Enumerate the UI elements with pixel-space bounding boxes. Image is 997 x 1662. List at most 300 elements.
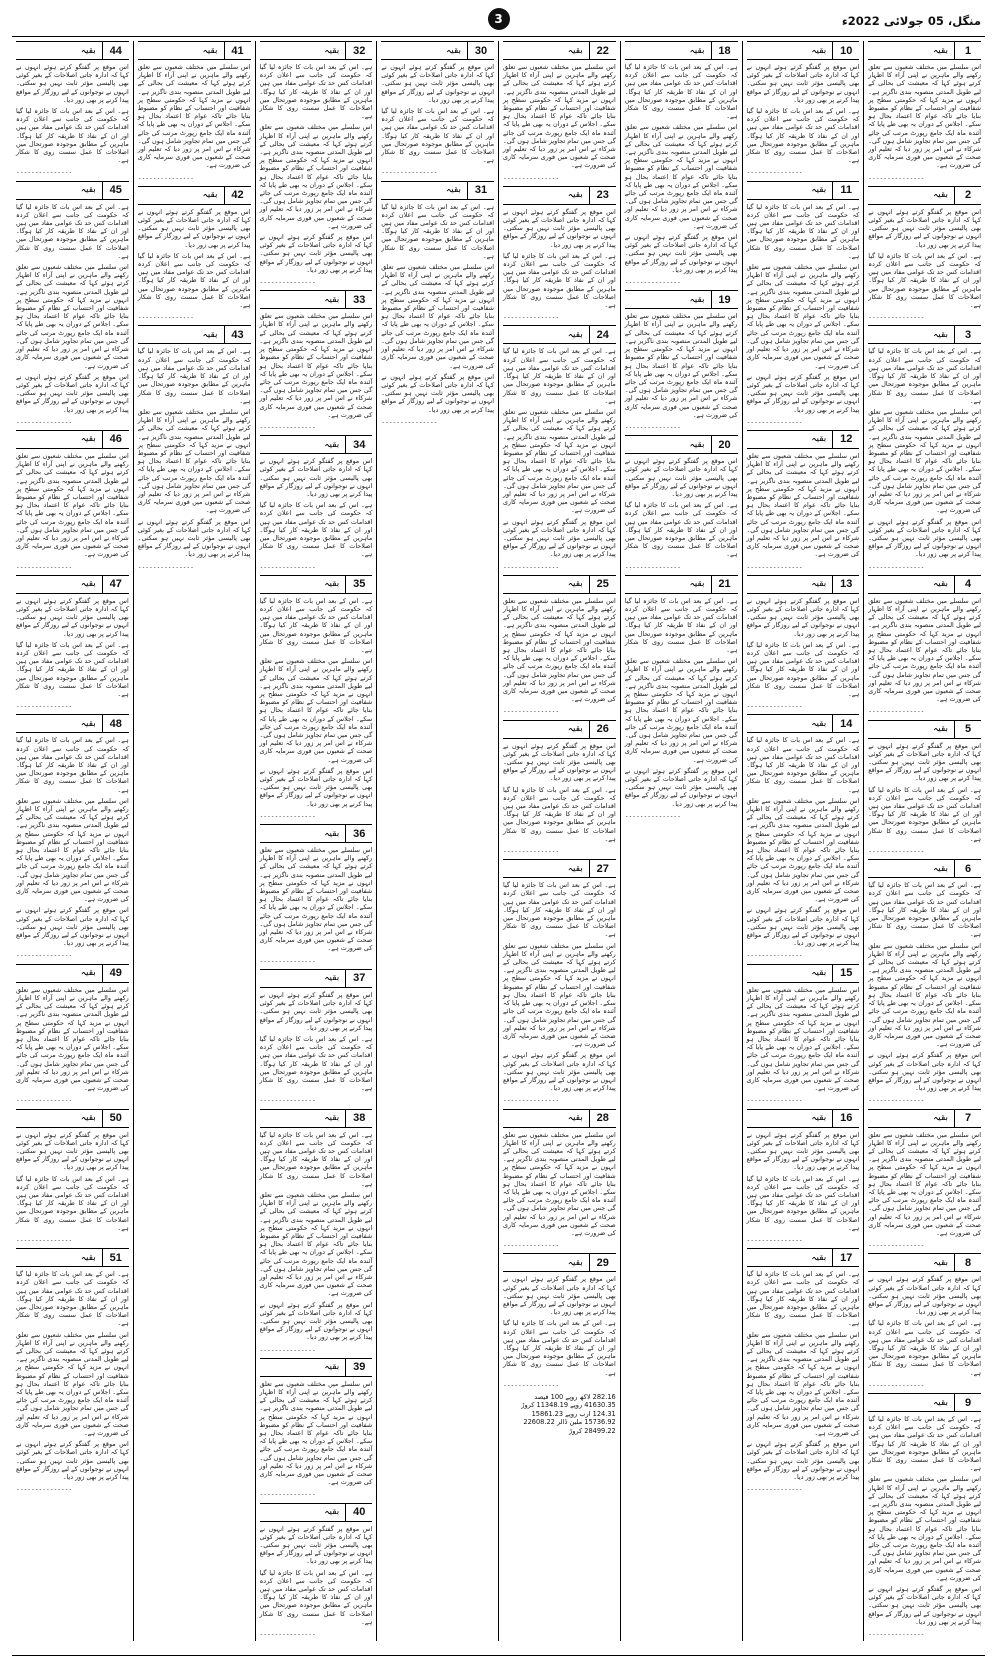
article-body [868,597,981,715]
article-body [747,203,860,425]
article-end-marker: ۔۔۔۔۔۔۔۔۔۔۔۔۔۔۔ [868,1379,925,1388]
continuation-label: بقیہ [324,45,340,56]
article-block [503,41,616,181]
continuation-label: بقیہ [80,579,96,590]
article-body [138,347,251,569]
article-end-marker: ۔۔۔۔۔۔۔۔۔۔۔۔۔۔۔ [746,701,803,710]
body-paragraph: اس سلسلے میں مختلف شعبوں سے تعلق رکھنے والے ماہرین نے اپنی آراء کا اظہار کرتے ہوئے کہا کہ معیشت کی بحالی کے لیے طویل المدتی منصوبہ بندی ناگزیر ہے۔ انہوں نے مزید کہا کہ حکومتی سطح پر شفافیت اور احتساب کے نظام کو مضبوط بنایا جائے تاکہ عوام کا اعتماد بحال ہو سکے۔ اجلاس کے دوران یہ بھی طے پایا کہ آئندہ ماہ ایک جامع رپورٹ مرتب کی جائے گی جس میں تمام تجاویز شامل ہوں گی۔ شرکاء نے اس امر پر زور دیا کہ تعلیم اور صحت کے شعبوں میں فوری سرمایہ کاری کی ضرورت ہے۔ [746,796,860,904]
article-title [503,1110,589,1127]
body-paragraph: ہے۔ اس کے بعد اس بات کا جائزہ لیا گیا کہ حکومت کی جانب سے اعلان کردہ اقدامات کس حد تک عوامی مفاد میں ہیں اور ان کے نفاذ کا طریقہ کار کیا ہوگا۔ ماہرین کے مطابق موجودہ صورتحال میں اصلاحات کا عمل سست روی کا شکار ہے۔ [746,640,860,698]
body-paragraph: اس موقع پر گفتگو کرتے ہوئے انہوں نے کہا کہ ادارہ جاتی اصلاحات کے بغیر کوئی بھی پالیسی مؤثر ثابت نہیں ہو سکتی۔ انہوں نے نوجوانوں کے لیے روزگار کے مواقع پیدا کرنے پر بھی زور دیا۔ [746,63,860,104]
article-body [747,63,860,176]
continuation-label: بقیہ [567,863,583,874]
article-headbar [868,1393,981,1412]
article-end-marker: ۔۔۔۔۔۔۔۔۔۔۔۔۔۔۔ [137,172,194,181]
article-end-marker: ۔۔۔۔۔۔۔۔۔۔۔۔۔۔۔ [259,1489,316,1498]
article-headbar [16,575,129,594]
article-number: 28 [589,1110,616,1127]
body-paragraph: اس موقع پر گفتگو کرتے ہوئے انہوں نے کہا کہ ادارہ جاتی اصلاحات کے بغیر کوئی بھی پالیسی مؤثر ثابت نہیں ہو سکتی۔ انہوں نے نوجوانوں کے لیے روزگار کے مواقع پیدا کرنے پر بھی زور دیا۔ [503,1051,616,1093]
article-end-marker: ۔۔۔۔۔۔۔۔۔۔۔۔۔۔۔ [868,172,925,181]
article-headbar [16,1248,129,1267]
article-block [747,714,860,958]
body-paragraph: اس موقع پر گفتگو کرتے ہوئے انہوں نے کہا کہ ادارہ جاتی اصلاحات کے بغیر کوئی بھی پالیسی مؤثر ثابت نہیں ہو سکتی۔ انہوں نے نوجوانوں کے لیے روزگار کے مواقع پیدا کرنے پر بھی زور دیا۔ [746,1440,860,1482]
col-4 [498,41,620,1641]
body-paragraph: اس سلسلے میں مختلف شعبوں سے تعلق رکھنے والے ماہرین نے اپنی آراء کا اظہار کرتے ہوئے کہا کہ معیشت کی بحالی کے لیے طویل المدتی منصوبہ بندی ناگزیر ہے۔ انہوں نے مزید کہا کہ حکومتی سطح پر شفافیت اور احتساب کے نظام کو مضبوط بنایا جائے تاکہ عوام کا اعتماد بحال ہو سکے۔ اجلاس کے دوران یہ بھی طے پایا کہ آئندہ ماہ ایک جامع رپورٹ مرتب کی جائے گی جس میں تمام تجاویز شامل ہوں گی۔ شرکاء نے اس امر پر زور دیا کہ تعلیم اور صحت کے شعبوں میں فوری سرمایہ کاری کی ضرورت ہے۔ [137,407,251,515]
article-end-marker: ۔۔۔۔۔۔۔۔۔۔۔۔۔۔۔ [868,312,925,321]
article-title [503,721,589,738]
article-headbar [138,186,251,205]
continuation-label: بقیہ [932,45,948,56]
article-end-marker: ۔۔۔۔۔۔۔۔۔۔۔۔۔۔۔ [259,421,316,430]
article-number: 30 [467,42,494,59]
article-title [16,576,102,593]
article-block [16,964,129,1104]
article-block [503,325,616,569]
article-title [16,431,102,448]
body-paragraph: اس سلسلے میں مختلف شعبوں سے تعلق رکھنے والے ماہرین نے اپنی آراء کا اظہار کرتے ہوئے کہا کہ معیشت کی بحالی کے لیے طویل المدتی منصوبہ بندی ناگزیر ہے۔ انہوں نے مزید کہا کہ حکومتی سطح پر شفافیت اور احتساب کے نظام کو مضبوط بنایا جائے تاکہ عوام کا اعتماد بحال ہو سکے۔ اجلاس کے دوران یہ بھی طے پایا کہ آئندہ ماہ ایک جامع رپورٹ مرتب کی جائے گی جس میں تمام تجاویز شامل ہوں گی۔ شرکاء نے اس امر پر زور دیا کہ تعلیم اور صحت کے شعبوں میں فوری سرمایہ کاری کی ضرورت ہے۔ [746,451,860,559]
numeric-figure-line: 28499.22 کروڑ [569,1426,616,1435]
article-headbar [503,575,616,594]
article-body [868,347,981,569]
article-title [868,326,954,343]
article-end-marker: ۔۔۔۔۔۔۔۔۔۔۔۔۔۔۔ [503,1379,560,1388]
continuation-label: بقیہ [567,724,583,735]
article-headbar [381,181,494,200]
article-title [625,42,711,59]
article-end-marker: ۔۔۔۔۔۔۔۔۔۔۔۔۔۔۔ [16,416,73,425]
article-headbar [503,720,616,739]
body-paragraph: اس سلسلے میں مختلف شعبوں سے تعلق رکھنے والے ماہرین نے اپنی آراء کا اظہار کرتے ہوئے کہا کہ معیشت کی بحالی کے لیے طویل المدتی منصوبہ بندی ناگزیر ہے۔ انہوں نے مزید کہا کہ حکومتی سطح پر شفافیت اور احتساب کے نظام کو مضبوط بنایا جائے تاکہ عوام کا اعتماد بحال ہو سکے۔ اجلاس کے دوران یہ بھی طے پایا کہ آئندہ ماہ ایک جامع رپورٹ مرتب کی جائے گی جس میں تمام تجاویز شامل ہوں گی۔ شرکاء نے اس امر پر زور دیا کہ تعلیم اور صحت کے شعبوں میں فوری سرمایہ کاری کی ضرورت ہے۔ [259,1190,373,1298]
article-headbar [260,824,373,843]
body-paragraph: ہے۔ اس کے بعد اس بات کا جائزہ لیا گیا کہ حکومت کی جانب سے اعلان کردہ اقدامات کس حد تک عوامی مفاد میں ہیں اور ان کے نفاذ کا طریقہ کار کیا ہوگا۔ ماہرین کے مطابق موجودہ صورتحال میں اصلاحات کا عمل سست روی کا شکار ہے۔ [868,1319,981,1377]
article-headbar [16,430,129,449]
article-number: 25 [589,576,616,593]
article-body [381,63,494,176]
continuation-label: بقیہ [324,294,340,305]
article-headbar [868,325,981,344]
body-paragraph: ہے۔ اس کے بعد اس بات کا جائزہ لیا گیا کہ حکومت کی جانب سے اعلان کردہ اقدامات کس حد تک عوامی مفاد میں ہیں اور ان کے نفاذ کا طریقہ کار کیا ہوگا۔ ماہرین کے مطابق موجودہ صورتحال میں اصلاحات کا عمل سست روی کا شکار ہے۔ [746,736,860,794]
body-paragraph: ہے۔ اس کے بعد اس بات کا جائزہ لیا گیا کہ حکومت کی جانب سے اعلان کردہ اقدامات کس حد تک عوامی مفاد میں ہیں اور ان کے نفاذ کا طریقہ کار کیا ہوگا۔ ماہرین کے مطابق موجودہ صورتحال میں اصلاحات کا عمل سست روی کا شکار ہے۔ [746,202,860,260]
article-headbar [381,41,494,60]
continuation-label: بقیہ [811,1113,827,1124]
body-paragraph: ہے۔ اس کے بعد اس بات کا جائزہ لیا گیا کہ حکومت کی جانب سے اعلان کردہ اقدامات کس حد تک عوامی مفاد میں ہیں اور ان کے نفاذ کا طریقہ کار کیا ہوگا۔ ماہرین کے مطابق موجودہ صورتحال میں اصلاحات کا عمل سست روی کا شکار ہے۔ [746,107,860,165]
body-paragraph: اس سلسلے میں مختلف شعبوں سے تعلق رکھنے والے ماہرین نے اپنی آراء کا اظہار کرتے ہوئے کہا کہ معیشت کی بحالی کے لیے طویل المدتی منصوبہ بندی ناگزیر ہے۔ انہوں نے مزید کہا کہ حکومتی سطح پر شفافیت اور احتساب کے نظام کو مضبوط بنایا جائے تاکہ عوام کا اعتماد بحال ہو سکے۔ اجلاس کے دوران یہ بھی طے پایا کہ آئندہ ماہ ایک جامع رپورٹ مرتب کی جائے گی جس میں تمام تجاویز شامل ہوں گی۔ شرکاء نے اس امر پر زور دیا کہ تعلیم اور صحت کے شعبوں میں فوری سرمایہ کاری کی ضرورت ہے۔ [868,941,981,1049]
article-number: 40 [345,1504,372,1521]
body-paragraph: اس موقع پر گفتگو کرتے ہوئے انہوں نے کہا کہ ادارہ جاتی اصلاحات کے بغیر کوئی بھی پالیسی مؤثر ثابت نہیں ہو سکتی۔ انہوں نے نوجوانوں کے لیے روزگار کے مواقع پیدا کرنے پر بھی زور دیا۔ [16,1130,129,1172]
article-number: 31 [467,182,494,199]
body-paragraph: اس سلسلے میں مختلف شعبوں سے تعلق رکھنے والے ماہرین نے اپنی آراء کا اظہار کرتے ہوئے کہا کہ معیشت کی بحالی کے لیے طویل المدتی منصوبہ بندی ناگزیر ہے۔ انہوں نے مزید کہا کہ حکومتی سطح پر شفافیت اور احتساب کے نظام کو مضبوط بنایا جائے تاکہ عوام کا اعتماد بحال ہو سکے۔ اجلاس کے دوران یہ بھی طے پایا کہ آئندہ ماہ ایک جامع رپورٹ مرتب کی جائے گی جس میں تمام تجاویز شامل ہوں گی۔ شرکاء نے اس امر پر زور دیا کہ تعلیم اور صحت کے شعبوں میں فوری سرمایہ کاری کی ضرورت ہے۔ [503,596,616,704]
body-paragraph: ہے۔ اس کے بعد اس بات کا جائزہ لیا گیا کہ حکومت کی جانب سے اعلان کردہ اقدامات کس حد تک عوامی مفاد میں ہیں اور ان کے نفاذ کا طریقہ کار کیا ہوگا۔ ماہرین کے مطابق موجودہ صورتحال میں اصلاحات کا عمل سست روی کا شکار ہے۔ [868,881,981,939]
article-number: 35 [345,576,372,593]
article-number: 33 [345,291,372,308]
article-title [625,291,711,308]
body-paragraph: ہے۔ اس کے بعد اس بات کا جائزہ لیا گیا کہ حکومت کی جانب سے اعلان کردہ اقدامات کس حد تک عوامی مفاد میں ہیں اور ان کے نفاذ کا طریقہ کار کیا ہوگا۔ ماہرین کے مطابق موجودہ صورتحال میں اصلاحات کا عمل سست روی کا شکار ہے۔ [503,347,616,405]
article-headbar [868,1109,981,1128]
article-headbar [868,41,981,60]
article-end-marker: ۔۔۔۔۔۔۔۔۔۔۔۔۔۔۔ [503,312,560,321]
article-block [16,430,129,570]
continuation-label: بقیہ [689,45,705,56]
article-block [16,575,129,710]
continuation-label: بقیہ [689,294,705,305]
article-headbar [503,186,616,205]
article-title [16,1249,102,1266]
article-block [260,41,373,285]
article-title [260,1359,346,1376]
article-block [625,435,738,570]
article-number: 27 [589,860,616,877]
col-6 [255,41,377,1641]
article-body [260,1380,373,1498]
article-headbar [747,714,860,733]
article-body [138,208,251,321]
body-paragraph: اس سلسلے میں مختلف شعبوں سے تعلق رکھنے والے ماہرین نے اپنی آراء کا اظہار کرتے ہوئے کہا کہ معیشت کی بحالی کے لیے طویل المدتی منصوبہ بندی ناگزیر ہے۔ انہوں نے مزید کہا کہ حکومتی سطح پر شفافیت اور احتساب کے نظام کو مضبوط بنایا جائے تاکہ عوام کا اعتماد بحال ہو سکے۔ اجلاس کے دوران یہ بھی طے پایا کہ آئندہ ماہ ایک جامع رپورٹ مرتب کی جائے گی جس میں تمام تجاویز شامل ہوں گی۔ شرکاء نے اس امر پر زور دیا کہ تعلیم اور صحت کے شعبوں میں فوری سرمایہ کاری کی ضرورت ہے۔ [624,312,738,419]
article-body [16,203,129,425]
article-title [868,1254,954,1271]
continuation-label: بقیہ [324,828,340,839]
body-paragraph: ہے۔ اس کے بعد اس بات کا جائزہ لیا گیا کہ حکومت کی جانب سے اعلان کردہ اقدامات کس حد تک عوامی مفاد میں ہیں اور ان کے نفاذ کا طریقہ کار کیا ہوگا۔ ماہرین کے مطابق موجودہ صورتحال میں اصلاحات کا عمل سست روی کا شکار ہے۔ [624,596,738,654]
article-headbar [625,575,738,594]
body-paragraph: اس سلسلے میں مختلف شعبوں سے تعلق رکھنے والے ماہرین نے اپنی آراء کا اظہار کرتے ہوئے کہا کہ معیشت کی بحالی کے لیے طویل المدتی منصوبہ بندی ناگزیر ہے۔ انہوں نے مزید کہا کہ حکومتی سطح پر شفافیت اور احتساب کے نظام کو مضبوط بنایا جائے تاکہ عوام کا اعتماد بحال ہو سکے۔ اجلاس کے دوران یہ بھی طے پایا کہ آئندہ ماہ ایک جامع رپورٹ مرتب کی جائے گی جس میں تمام تجاویز شامل ہوں گی۔ شرکاء نے اس امر پر زور دیا کہ تعلیم اور صحت کے شعبوں میں فوری سرمایہ کاری کی ضرورت ہے۔ [381,263,494,370]
body-paragraph: ہے۔ اس کے بعد اس بات کا جائزہ لیا گیا کہ حکومت کی جانب سے اعلان کردہ اقدامات کس حد تک عوامی مفاد میں ہیں اور ان کے نفاذ کا طریقہ کار کیا ہوگا۔ ماہرین کے مطابق موجودہ صورتحال میں اصلاحات کا عمل سست روی کا شکار ہے۔ [259,1568,373,1626]
article-body [868,742,981,855]
article-body [747,736,860,958]
article-title [503,326,589,343]
body-paragraph: اس سلسلے میں مختلف شعبوں سے تعلق رکھنے والے ماہرین نے اپنی آراء کا اظہار کرتے ہوئے کہا کہ معیشت کی بحالی کے لیے طویل المدتی منصوبہ بندی ناگزیر ہے۔ انہوں نے مزید کہا کہ حکومتی سطح پر شفافیت اور احتساب کے نظام کو مضبوط بنایا جائے تاکہ عوام کا اعتماد بحال ہو سکے۔ اجلاس کے دوران یہ بھی طے پایا کہ آئندہ ماہ ایک جامع رپورٹ مرتب کی جائے گی جس میں تمام تجاویز شامل ہوں گی۔ شرکاء نے اس امر پر زور دیا کہ تعلیم اور صحت کے شعبوں میں فوری سرمایہ کاری کی ضرورت ہے۔ [503,407,616,515]
body-paragraph: اس سلسلے میں مختلف شعبوں سے تعلق رکھنے والے ماہرین نے اپنی آراء کا اظہار کرتے ہوئے کہا کہ معیشت کی بحالی کے لیے طویل المدتی منصوبہ بندی ناگزیر ہے۔ انہوں نے مزید کہا کہ حکومتی سطح پر شفافیت اور احتساب کے نظام کو مضبوط بنایا جائے تاکہ عوام کا اعتماد بحال ہو سکے۔ اجلاس کے دوران یہ بھی طے پایا کہ آئندہ ماہ ایک جامع رپورٹ مرتب کی جائے گی جس میں تمام تجاویز شامل ہوں گی۔ شرکاء نے اس امر پر زور دیا کہ تعلیم اور صحت کے شعبوں میں فوری سرمایہ کاری کی ضرورت ہے۔ [259,312,373,419]
article-number: 29 [589,1254,616,1271]
article-title [625,576,711,593]
article-number: 2 [954,187,981,204]
article-number: 37 [345,970,372,987]
article-block [381,181,494,425]
continuation-label: بقیہ [80,434,96,445]
article-title [625,436,711,453]
body-paragraph: اس سلسلے میں مختلف شعبوں سے تعلق رکھنے والے ماہرین نے اپنی آراء کا اظہار کرتے ہوئے کہا کہ معیشت کی بحالی کے لیے طویل المدتی منصوبہ بندی ناگزیر ہے۔ انہوں نے مزید کہا کہ حکومتی سطح پر شفافیت اور احتساب کے نظام کو مضبوط بنایا جائے تاکہ عوام کا اعتماد بحال ہو سکے۔ اجلاس کے دوران یہ بھی طے پایا کہ آئندہ ماہ ایک جامع رپورٹ مرتب کی جائے گی جس میں تمام تجاویز شامل ہوں گی۔ شرکاء نے اس امر پر زور دیا کہ تعلیم اور صحت کے شعبوں میں فوری سرمایہ کاری کی ضرورت ہے۔ [746,985,860,1093]
article-number: 15 [832,965,859,982]
article-headbar [138,41,251,60]
article-title [747,1110,833,1127]
article-block [625,290,738,430]
article-end-marker: ۔۔۔۔۔۔۔۔۔۔۔۔۔۔۔ [868,1240,925,1249]
body-paragraph: اس موقع پر گفتگو کرتے ہوئے انہوں نے کہا کہ ادارہ جاتی اصلاحات کے بغیر کوئی بھی پالیسی مؤثر ثابت نہیں ہو سکتی۔ انہوں نے نوجوانوں کے لیے روزگار کے مواقع پیدا کرنے پر بھی زور دیا۔ [259,457,373,498]
article-title [260,291,346,308]
article-body [868,1415,981,1637]
article-block [625,41,738,285]
article-body [16,1270,129,1492]
article-number: 48 [102,715,129,732]
article-block [747,1248,860,1492]
article-number: 16 [832,1110,859,1127]
continuation-label: بقیہ [445,185,461,196]
article-body [16,63,129,176]
article-end-marker: ۔۔۔۔۔۔۔۔۔۔۔۔۔۔۔ [259,1095,316,1104]
body-paragraph: اس سلسلے میں مختلف شعبوں سے تعلق رکھنے والے ماہرین نے اپنی آراء کا اظہار کرتے ہوئے کہا کہ معیشت کی بحالی کے لیے طویل المدتی منصوبہ بندی ناگزیر ہے۔ انہوں نے مزید کہا کہ حکومتی سطح پر شفافیت اور احتساب کے نظام کو مضبوط بنایا جائے تاکہ عوام کا اعتماد بحال ہو سکے۔ اجلاس کے دوران یہ بھی طے پایا کہ آئندہ ماہ ایک جامع رپورٹ مرتب کی جائے گی جس میں تمام تجاویز شامل ہوں گی۔ شرکاء نے اس امر پر زور دیا کہ تعلیم اور صحت کے شعبوں میں فوری سرمایہ کاری کی ضرورت ہے۔ [16,451,129,559]
article-title [868,42,954,59]
article-number: 38 [345,1110,372,1127]
article-body [747,1270,860,1492]
article-number: 50 [102,1110,129,1127]
article-headbar [868,1253,981,1272]
article-end-marker: ۔۔۔۔۔۔۔۔۔۔۔۔۔۔۔ [624,561,681,570]
continuation-label: بقیہ [932,1113,948,1124]
article-title [260,576,346,593]
continuation-label: بقیہ [567,1113,583,1124]
article-body [868,208,981,321]
article-body [868,1275,981,1388]
article-block [503,1109,616,1249]
col-8 [12,41,133,1641]
article-end-marker: ۔۔۔۔۔۔۔۔۔۔۔۔۔۔۔ [868,846,925,855]
article-block [868,186,981,321]
body-paragraph: اس موقع پر گفتگو کرتے ہوئے انہوں نے کہا کہ ادارہ جاتی اصلاحات کے بغیر کوئی بھی پالیسی مؤثر ثابت نہیں ہو سکتی۔ انہوں نے نوجوانوں کے لیے روزگار کے مواقع پیدا کرنے پر بھی زور دیا۔ [624,766,738,808]
article-body [260,991,373,1104]
article-end-marker: ۔۔۔۔۔۔۔۔۔۔۔۔۔۔۔ [746,1234,803,1243]
body-paragraph: اس سلسلے میں مختلف شعبوں سے تعلق رکھنے والے ماہرین نے اپنی آراء کا اظہار کرتے ہوئے کہا کہ معیشت کی بحالی کے لیے طویل المدتی منصوبہ بندی ناگزیر ہے۔ انہوں نے مزید کہا کہ حکومتی سطح پر شفافیت اور احتساب کے نظام کو مضبوط بنایا جائے تاکہ عوام کا اعتماد بحال ہو سکے۔ اجلاس کے دوران یہ بھی طے پایا کہ آئندہ ماہ ایک جامع رپورٹ مرتب کی جائے گی جس میں تمام تجاویز شامل ہوں گی۔ شرکاء نے اس امر پر زور دیا کہ تعلیم اور صحت کے شعبوں میں فوری سرمایہ کاری کی ضرورت ہے۔ [868,407,981,515]
article-title [381,42,467,59]
article-block [503,186,616,321]
body-paragraph: ہے۔ اس کے بعد اس بات کا جائزہ لیا گیا کہ حکومت کی جانب سے اعلان کردہ اقدامات کس حد تک عوامی مفاد میں ہیں اور ان کے نفاذ کا طریقہ کار کیا ہوگا۔ ماہرین کے مطابق موجودہ صورتحال میں اصلاحات کا عمل سست روی کا شکار ہے۔ [16,736,129,794]
body-paragraph: اس موقع پر گفتگو کرتے ہوئے انہوں نے کہا کہ ادارہ جاتی اصلاحات کے بغیر کوئی بھی پالیسی مؤثر ثابت نہیں ہو سکتی۔ انہوں نے نوجوانوں کے لیے روزگار کے مواقع پیدا کرنے پر بھی زور دیا۔ [746,1130,860,1172]
continuation-label: بقیہ [689,579,705,590]
body-paragraph: اس موقع پر گفتگو کرتے ہوئے انہوں نے کہا کہ ادارہ جاتی اصلاحات کے بغیر کوئی بھی پالیسی مؤثر ثابت نہیں ہو سکتی۔ انہوں نے نوجوانوں کے لیے روزگار کے مواقع پیدا کرنے پر بھی زور دیا۔ [868,1051,981,1093]
body-paragraph: اس موقع پر گفتگو کرتے ہوئے انہوں نے کہا کہ ادارہ جاتی اصلاحات کے بغیر کوئی بھی پالیسی مؤثر ثابت نہیں ہو سکتی۔ انہوں نے نوجوانوں کے لیے روزگار کے مواقع پیدا کرنے پر بھی زور دیا۔ [259,990,373,1032]
body-paragraph: اس سلسلے میں مختلف شعبوں سے تعلق رکھنے والے ماہرین نے اپنی آراء کا اظہار کرتے ہوئے کہا کہ معیشت کی بحالی کے لیے طویل المدتی منصوبہ بندی ناگزیر ہے۔ انہوں نے مزید کہا کہ حکومتی سطح پر شفافیت اور احتساب کے نظام کو مضبوط بنایا جائے تاکہ عوام کا اعتماد بحال ہو سکے۔ اجلاس کے دوران یہ بھی طے پایا کہ آئندہ ماہ ایک جامع رپورٹ مرتب کی جائے گی جس میں تمام تجاویز شامل ہوں گی۔ شرکاء نے اس امر پر زور دیا کہ تعلیم اور صحت کے شعبوں میں فوری سرمایہ کاری کی ضرورت ہے۔ [137,63,251,170]
article-title [16,715,102,732]
article-headbar [747,1109,860,1128]
article-block [260,824,373,964]
article-end-marker: ۔۔۔۔۔۔۔۔۔۔۔۔۔۔۔ [381,167,438,176]
body-paragraph: ہے۔ اس کے بعد اس بات کا جائزہ لیا گیا کہ حکومت کی جانب سے اعلان کردہ اقدامات کس حد تک عوامی مفاد میں ہیں اور ان کے نفاذ کا طریقہ کار کیا ہوگا۔ ماہرین کے مطابق موجودہ صورتحال میں اصلاحات کا عمل سست روی کا شکار ہے۔ [137,251,251,310]
article-headbar [16,1109,129,1128]
article-number: 10 [832,42,859,59]
article-block [747,1109,860,1244]
article-block [138,325,251,569]
body-paragraph: ہے۔ اس کے بعد اس بات کا جائزہ لیا گیا کہ حکومت کی جانب سے اعلان کردہ اقدامات کس حد تک عوامی مفاد میں ہیں اور ان کے نفاذ کا طریقہ کار کیا ہوگا۔ ماہرین کے مطابق موجودہ صورتحال میں اصلاحات کا عمل سست روی کا شکار ہے۔ [746,1174,860,1232]
continuation-label: بقیہ [567,1257,583,1268]
article-end-marker: ۔۔۔۔۔۔۔۔۔۔۔۔۔۔۔ [746,416,803,425]
numeric-figure-line: 15736.92 ملین ڈالر 22608.22 [523,1418,616,1427]
body-paragraph: ہے۔ اس کے بعد اس بات کا جائزہ لیا گیا کہ حکومت کی جانب سے اعلان کردہ اقدامات کس حد تک عوامی مفاد میں ہیں اور ان کے نفاذ کا طریقہ کار کیا ہوگا۔ ماہرین کے مطابق موجودہ صورتحال میں اصلاحات کا عمل سست روی کا شکار ہے۔ [16,107,129,165]
body-paragraph: اس سلسلے میں مختلف شعبوں سے تعلق رکھنے والے ماہرین نے اپنی آراء کا اظہار کرتے ہوئے کہا کہ معیشت کی بحالی کے لیے طویل المدتی منصوبہ بندی ناگزیر ہے۔ انہوں نے مزید کہا کہ حکومتی سطح پر شفافیت اور احتساب کے نظام کو مضبوط بنایا جائے تاکہ عوام کا اعتماد بحال ہو سکے۔ اجلاس کے دوران یہ بھی طے پایا کہ آئندہ ماہ ایک جامع رپورٹ مرتب کی جائے گی جس میں تمام تجاویز شامل ہوں گی۔ شرکاء نے اس امر پر زور دیا کہ تعلیم اور صحت کے شعبوں میں فوری سرمایہ کاری کی ضرورت ہے۔ [16,985,129,1093]
continuation-label: بقیہ [324,579,340,590]
body-paragraph: اس موقع پر گفتگو کرتے ہوئے انہوں نے کہا کہ ادارہ جاتی اصلاحات کے بغیر کوئی بھی پالیسی مؤثر ثابت نہیں ہو سکتی۔ انہوں نے نوجوانوں کے لیے روزگار کے مواقع پیدا کرنے پر بھی زور دیا۔ [259,233,373,274]
continuation-label: بقیہ [80,718,96,729]
article-body [503,1275,616,1388]
article-title [868,1394,954,1411]
continuation-label: بقیہ [811,434,827,445]
continuation-label: بقیہ [567,579,583,590]
body-paragraph: اس سلسلے میں مختلف شعبوں سے تعلق رکھنے والے ماہرین نے اپنی آراء کا اظہار کرتے ہوئے کہا کہ معیشت کی بحالی کے لیے طویل المدتی منصوبہ بندی ناگزیر ہے۔ انہوں نے مزید کہا کہ حکومتی سطح پر شفافیت اور احتساب کے نظام کو مضبوط بنایا جائے تاکہ عوام کا اعتماد بحال ہو سکے۔ اجلاس کے دوران یہ بھی طے پایا کہ آئندہ ماہ ایک جامع رپورٹ مرتب کی جائے گی جس میں تمام تجاویز شامل ہوں گی۔ شرکاء نے اس امر پر زور دیا کہ تعلیم اور صحت کے شعبوں میں فوری سرمایہ کاری کی ضرورت ہے۔ [868,596,981,704]
body-paragraph: اس موقع پر گفتگو کرتے ہوئے انہوں نے کہا کہ ادارہ جاتی اصلاحات کے بغیر کوئی بھی پالیسی مؤثر ثابت نہیں ہو سکتی۔ انہوں نے نوجوانوں کے لیے روزگار کے مواقع پیدا کرنے پر بھی زور دیا۔ [868,1585,981,1626]
continuation-label: بقیہ [202,45,218,56]
article-number: 12 [832,431,859,448]
article-title [16,1110,102,1127]
article-block [138,41,251,181]
article-title [138,187,224,204]
body-paragraph: اس موقع پر گفتگو کرتے ہوئے انہوں نے کہا کہ ادارہ جاتی اصلاحات کے بغیر کوئی بھی پالیسی مؤثر ثابت نہیں ہو سکتی۔ انہوں نے نوجوانوں کے لیے روزگار کے مواقع پیدا کرنے پر بھی زور دیا۔ [503,1275,616,1317]
article-block [16,181,129,425]
article-end-marker: ۔۔۔۔۔۔۔۔۔۔۔۔۔۔۔ [16,950,73,959]
continuation-label: بقیہ [80,968,96,979]
body-paragraph: اس سلسلے میں مختلف شعبوں سے تعلق رکھنے والے ماہرین نے اپنی آراء کا اظہار کرتے ہوئے کہا کہ معیشت کی بحالی کے لیے طویل المدتی منصوبہ بندی ناگزیر ہے۔ انہوں نے مزید کہا کہ حکومتی سطح پر شفافیت اور احتساب کے نظام کو مضبوط بنایا جائے تاکہ عوام کا اعتماد بحال ہو سکے۔ اجلاس کے دوران یہ بھی طے پایا کہ آئندہ ماہ ایک جامع رپورٹ مرتب کی جائے گی جس میں تمام تجاویز شامل ہوں گی۔ شرکاء نے اس امر پر زور دیا کہ تعلیم اور صحت کے شعبوں میں فوری سرمایہ کاری کی ضرورت ہے۔ [259,1379,373,1487]
body-paragraph: ہے۔ اس کے بعد اس بات کا جائزہ لیا گیا کہ حکومت کی جانب سے اعلان کردہ اقدامات کس حد تک عوامی مفاد میں ہیں اور ان کے نفاذ کا طریقہ کار کیا ہوگا۔ ماہرین کے مطابق موجودہ صورتحال میں اصلاحات کا عمل سست روی کا شکار ہے۔ [868,1415,981,1473]
article-body [503,597,616,715]
body-paragraph: اس موقع پر گفتگو کرتے ہوئے انہوں نے کہا کہ ادارہ جاتی اصلاحات کے بغیر کوئی بھی پالیسی مؤثر ثابت نہیں ہو سکتی۔ انہوں نے نوجوانوں کے لیے روزگار کے مواقع پیدا کرنے پر بھی زور دیا۔ [868,741,981,783]
article-headbar [16,714,129,733]
article-end-marker: ۔۔۔۔۔۔۔۔۔۔۔۔۔۔۔ [16,167,73,176]
continuation-label: بقیہ [80,185,96,196]
body-paragraph: اس موقع پر گفتگو کرتے ہوئے انہوں نے کہا کہ ادارہ جاتی اصلاحات کے بغیر کوئی بھی پالیسی مؤثر ثابت نہیں ہو سکتی۔ انہوں نے نوجوانوں کے لیے روزگار کے مواقع پیدا کرنے پر بھی زور دیا۔ [137,207,251,249]
article-body [747,452,860,570]
article-number: 11 [832,182,859,199]
article-number: 45 [102,182,129,199]
body-paragraph: ہے۔ اس کے بعد اس بات کا جائزہ لیا گیا کہ حکومت کی جانب سے اعلان کردہ اقدامات کس حد تک عوامی مفاد میں ہیں اور ان کے نفاذ کا طریقہ کار کیا ہوگا۔ ماہرین کے مطابق موجودہ صورتحال میں اصلاحات کا عمل سست روی کا شکار ہے۔ [16,640,129,698]
continuation-label: بقیہ [932,579,948,590]
continuation-label: بقیہ [932,724,948,735]
article-number: 14 [832,715,859,732]
body-paragraph: ہے۔ اس کے بعد اس بات کا جائزہ لیا گیا کہ حکومت کی جانب سے اعلان کردہ اقدامات کس حد تک عوامی مفاد میں ہیں اور ان کے نفاذ کا طریقہ کار کیا ہوگا۔ ماہرین کے مطابق موجودہ صورتحال میں اصلاحات کا عمل سست روی کا شکار ہے۔ [381,202,494,260]
article-block [747,181,860,425]
page-number-badge: 3 [488,8,510,30]
article-headbar [16,41,129,60]
continuation-label: بقیہ [324,1507,340,1518]
article-title [868,860,954,877]
article-block [260,1358,373,1498]
article-title [503,1254,589,1271]
article-end-marker: ۔۔۔۔۔۔۔۔۔۔۔۔۔۔۔ [746,167,803,176]
continuation-label: بقیہ [932,190,948,201]
article-body [503,208,616,321]
article-body [503,1131,616,1249]
article-end-marker: ۔۔۔۔۔۔۔۔۔۔۔۔۔۔۔ [16,701,73,710]
article-block [260,575,373,819]
body-paragraph: اس موقع پر گفتگو کرتے ہوئے انہوں نے کہا کہ ادارہ جاتی اصلاحات کے بغیر کوئی بھی پالیسی مؤثر ثابت نہیں ہو سکتی۔ انہوں نے نوجوانوں کے لیے روزگار کے مواقع پیدا کرنے پر بھی زور دیا۔ [259,1524,373,1566]
article-headbar [138,325,251,344]
body-paragraph: اس سلسلے میں مختلف شعبوں سے تعلق رکھنے والے ماہرین نے اپنی آراء کا اظہار کرتے ہوئے کہا کہ معیشت کی بحالی کے لیے طویل المدتی منصوبہ بندی ناگزیر ہے۔ انہوں نے مزید کہا کہ حکومتی سطح پر شفافیت اور احتساب کے نظام کو مضبوط بنایا جائے تاکہ عوام کا اعتماد بحال ہو سکے۔ اجلاس کے دوران یہ بھی طے پایا کہ آئندہ ماہ ایک جامع رپورٹ مرتب کی جائے گی جس میں تمام تجاویز شامل ہوں گی۔ شرکاء نے اس امر پر زور دیا کہ تعلیم اور صحت کے شعبوں میں فوری سرمایہ کاری کی ضرورت ہے۔ [503,1130,616,1237]
article-number: 7 [954,1110,981,1127]
article-title [260,825,346,842]
continuation-label: بقیہ [811,718,827,729]
article-body [868,1131,981,1249]
continuation-label: بقیہ [932,863,948,874]
article-end-marker: ۔۔۔۔۔۔۔۔۔۔۔۔۔۔۔ [503,1240,560,1249]
article-end-marker: ۔۔۔۔۔۔۔۔۔۔۔۔۔۔۔ [16,561,73,570]
article-title [747,576,833,593]
article-number: 18 [711,42,738,59]
continuation-label: بقیہ [567,190,583,201]
article-block [868,1109,981,1249]
continuation-label: بقیہ [689,439,705,450]
body-paragraph: اس سلسلے میں مختلف شعبوں سے تعلق رکھنے والے ماہرین نے اپنی آراء کا اظہار کرتے ہوئے کہا کہ معیشت کی بحالی کے لیے طویل المدتی منصوبہ بندی ناگزیر ہے۔ انہوں نے مزید کہا کہ حکومتی سطح پر شفافیت اور احتساب کے نظام کو مضبوط بنایا جائے تاکہ عوام کا اعتماد بحال ہو سکے۔ اجلاس کے دوران یہ بھی طے پایا کہ آئندہ ماہ ایک جامع رپورٹ مرتب کی جائے گی جس میں تمام تجاویز شامل ہوں گی۔ شرکاء نے اس امر پر زور دیا کہ تعلیم اور صحت کے شعبوں میں فوری سرمایہ کاری کی ضرورت ہے۔ [259,123,373,230]
article-number: 22 [589,42,616,59]
article-end-marker: ۔۔۔۔۔۔۔۔۔۔۔۔۔۔۔ [868,1095,925,1104]
article-title [747,715,833,732]
body-paragraph: ہے۔ اس کے بعد اس بات کا جائزہ لیا گیا کہ حکومت کی جانب سے اعلان کردہ اقدامات کس حد تک عوامی مفاد میں ہیں اور ان کے نفاذ کا طریقہ کار کیا ہوگا۔ ماہرین کے مطابق موجودہ صورتحال میں اصلاحات کا عمل سست روی کا شکار ہے۔ [137,347,251,405]
article-title [747,182,833,199]
article-end-marker: ۔۔۔۔۔۔۔۔۔۔۔۔۔۔۔ [259,561,316,570]
body-paragraph: اس سلسلے میں مختلف شعبوں سے تعلق رکھنے والے ماہرین نے اپنی آراء کا اظہار کرتے ہوئے کہا کہ معیشت کی بحالی کے لیے طویل المدتی منصوبہ بندی ناگزیر ہے۔ انہوں نے مزید کہا کہ حکومتی سطح پر شفافیت اور احتساب کے نظام کو مضبوط بنایا جائے تاکہ عوام کا اعتماد بحال ہو سکے۔ اجلاس کے دوران یہ بھی طے پایا کہ آئندہ ماہ ایک جامع رپورٹ مرتب کی جائے گی جس میں تمام تجاویز شامل ہوں گی۔ شرکاء نے اس امر پر زور دیا کہ تعلیم اور صحت کے شعبوں میں فوری سرمایہ کاری کی ضرورت ہے۔ [868,63,981,170]
col-3 [620,41,742,1641]
article-body [625,63,738,285]
body-paragraph: اس موقع پر گفتگو کرتے ہوئے انہوں نے کہا کہ ادارہ جاتی اصلاحات کے بغیر کوئی بھی پالیسی مؤثر ثابت نہیں ہو سکتی۔ انہوں نے نوجوانوں کے لیے روزگار کے مواقع پیدا کرنے پر بھی زور دیا۔ [16,63,129,104]
article-end-marker: ۔۔۔۔۔۔۔۔۔۔۔۔۔۔۔ [503,172,560,181]
article-block [868,1253,981,1388]
article-number: 44 [102,42,129,59]
article-title [260,1504,346,1521]
body-paragraph: ہے۔ اس کے بعد اس بات کا جائزہ لیا گیا کہ حکومت کی جانب سے اعلان کردہ اقدامات کس حد تک عوامی مفاد میں ہیں اور ان کے نفاذ کا طریقہ کار کیا ہوگا۔ ماہرین کے مطابق موجودہ صورتحال میں اصلاحات کا عمل سست روی کا شکار ہے۔ [259,501,373,559]
body-paragraph: اس سلسلے میں مختلف شعبوں سے تعلق رکھنے والے ماہرین نے اپنی آراء کا اظہار کرتے ہوئے کہا کہ معیشت کی بحالی کے لیے طویل المدتی منصوبہ بندی ناگزیر ہے۔ انہوں نے مزید کہا کہ حکومتی سطح پر شفافیت اور احتساب کے نظام کو مضبوط بنایا جائے تاکہ عوام کا اعتماد بحال ہو سکے۔ اجلاس کے دوران یہ بھی طے پایا کہ آئندہ ماہ ایک جامع رپورٹ مرتب کی جائے گی جس میں تمام تجاویز شامل ہوں گی۔ شرکاء نے اس امر پر زور دیا کہ تعلیم اور صحت کے شعبوں میں فوری سرمایہ کاری کی ضرورت ہے۔ [259,846,373,953]
body-paragraph: اس موقع پر گفتگو کرتے ہوئے انہوں نے کہا کہ ادارہ جاتی اصلاحات کے بغیر کوئی بھی پالیسی مؤثر ثابت نہیں ہو سکتی۔ انہوں نے نوجوانوں کے لیے روزگار کے مواقع پیدا کرنے پر بھی زور دیا۔ [137,517,251,559]
body-paragraph: اس موقع پر گفتگو کرتے ہوئے انہوں نے کہا کہ ادارہ جاتی اصلاحات کے بغیر کوئی بھی پالیسی مؤثر ثابت نہیں ہو سکتی۔ انہوں نے نوجوانوں کے لیے روزگار کے مواقع پیدا کرنے پر بھی زور دیا۔ [16,372,129,414]
body-paragraph: اس سلسلے میں مختلف شعبوں سے تعلق رکھنے والے ماہرین نے اپنی آراء کا اظہار کرتے ہوئے کہا کہ معیشت کی بحالی کے لیے طویل المدتی منصوبہ بندی ناگزیر ہے۔ انہوں نے مزید کہا کہ حکومتی سطح پر شفافیت اور احتساب کے نظام کو مضبوط بنایا جائے تاکہ عوام کا اعتماد بحال ہو سکے۔ اجلاس کے دوران یہ بھی طے پایا کہ آئندہ ماہ ایک جامع رپورٹ مرتب کی جائے گی جس میں تمام تجاویز شامل ہوں گی۔ شرکاء نے اس امر پر زور دیا کہ تعلیم اور صحت کے شعبوں میں فوری سرمایہ کاری کی ضرورت ہے۔ [746,263,860,370]
body-paragraph: اس موقع پر گفتگو کرتے ہوئے انہوں نے کہا کہ ادارہ جاتی اصلاحات کے بغیر کوئی بھی پالیسی مؤثر ثابت نہیں ہو سکتی۔ انہوں نے نوجوانوں کے لیے روزگار کے مواقع پیدا کرنے پر بھی زور دیا۔ [16,1440,129,1482]
body-paragraph: ہے۔ اس کے بعد اس بات کا جائزہ لیا گیا کہ حکومت کی جانب سے اعلان کردہ اقدامات کس حد تک عوامی مفاد میں ہیں اور ان کے نفاذ کا طریقہ کار کیا ہوگا۔ ماہرین کے مطابق موجودہ صورتحال میں اصلاحات کا عمل سست روی کا شکار ہے۔ [868,251,981,310]
numeric-figures-block [503,1393,616,1435]
article-headbar [868,186,981,205]
article-block [260,435,373,570]
article-headbar [260,969,373,988]
article-headbar [503,41,616,60]
article-body [503,347,616,569]
column-container [12,41,985,1641]
body-paragraph: ہے۔ اس کے بعد اس بات کا جائزہ لیا گیا کہ حکومت کی جانب سے اعلان کردہ اقدامات کس حد تک عوامی مفاد میں ہیں اور ان کے نفاذ کا طریقہ کار کیا ہوگا۔ ماہرین کے مطابق موجودہ صورتحال میں اصلاحات کا عمل سست روی کا شکار ہے۔ [624,501,738,559]
continuation-label: بقیہ [811,45,827,56]
continuation-label: بقیہ [932,1257,948,1268]
article-block [16,1109,129,1244]
body-paragraph: اس موقع پر گفتگو کرتے ہوئے انہوں نے کہا کہ ادارہ جاتی اصلاحات کے بغیر کوئی بھی پالیسی مؤثر ثابت نہیں ہو سکتی۔ انہوں نے نوجوانوں کے لیے روزگار کے مواقع پیدا کرنے پر بھی زور دیا۔ [503,207,616,249]
article-headbar [503,1109,616,1128]
continuation-label: بقیہ [80,1113,96,1124]
article-title [747,42,833,59]
article-block [16,41,129,176]
continuation-label: بقیہ [202,329,218,340]
article-block [260,290,373,430]
article-number: 42 [224,187,251,204]
article-body [868,881,981,1103]
article-headbar [747,1248,860,1267]
article-number: 26 [589,721,616,738]
continuation-label: بقیہ [811,1252,827,1263]
continuation-label: بقیہ [567,45,583,56]
body-paragraph: اس سلسلے میں مختلف شعبوں سے تعلق رکھنے والے ماہرین نے اپنی آراء کا اظہار کرتے ہوئے کہا کہ معیشت کی بحالی کے لیے طویل المدتی منصوبہ بندی ناگزیر ہے۔ انہوں نے مزید کہا کہ حکومتی سطح پر شفافیت اور احتساب کے نظام کو مضبوط بنایا جائے تاکہ عوام کا اعتماد بحال ہو سکے۔ اجلاس کے دوران یہ بھی طے پایا کہ آئندہ ماہ ایک جامع رپورٹ مرتب کی جائے گی جس میں تمام تجاویز شامل ہوں گی۔ شرکاء نے اس امر پر زور دیا کہ تعلیم اور صحت کے شعبوں میں فوری سرمایہ کاری کی ضرورت ہے۔ [16,796,129,904]
article-end-marker: ۔۔۔۔۔۔۔۔۔۔۔۔۔۔۔ [259,955,316,964]
article-number: 24 [589,326,616,343]
article-title [138,42,224,59]
body-paragraph: اس سلسلے میں مختلف شعبوں سے تعلق رکھنے والے ماہرین نے اپنی آراء کا اظہار کرتے ہوئے کہا کہ معیشت کی بحالی کے لیے طویل المدتی منصوبہ بندی ناگزیر ہے۔ انہوں نے مزید کہا کہ حکومتی سطح پر شفافیت اور احتساب کے نظام کو مضبوط بنایا جائے تاکہ عوام کا اعتماد بحال ہو سکے۔ اجلاس کے دوران یہ بھی طے پایا کہ آئندہ ماہ ایک جامع رپورٹ مرتب کی جائے گی جس میں تمام تجاویز شامل ہوں گی۔ شرکاء نے اس امر پر زور دیا کہ تعلیم اور صحت کے شعبوں میں فوری سرمایہ کاری کی ضرورت ہے۔ [624,123,738,230]
article-headbar [747,181,860,200]
body-paragraph: ہے۔ اس کے بعد اس بات کا جائزہ لیا گیا کہ حکومت کی جانب سے اعلان کردہ اقدامات کس حد تک عوامی مفاد میں ہیں اور ان کے نفاذ کا طریقہ کار کیا ہوگا۔ ماہرین کے مطابق موجودہ صورتحال میں اصلاحات کا عمل سست روی کا شکار ہے۔ [868,347,981,405]
article-title [868,721,954,738]
body-paragraph: اس موقع پر گفتگو کرتے ہوئے انہوں نے کہا کہ ادارہ جاتی اصلاحات کے بغیر کوئی بھی پالیسی مؤثر ثابت نہیں ہو سکتی۔ انہوں نے نوجوانوں کے لیے روزگار کے مواقع پیدا کرنے پر بھی زور دیا۔ [868,207,981,249]
masthead [12,10,985,37]
continuation-label: بقیہ [567,329,583,340]
body-paragraph: اس سلسلے میں مختلف شعبوں سے تعلق رکھنے والے ماہرین نے اپنی آراء کا اظہار کرتے ہوئے کہا کہ معیشت کی بحالی کے لیے طویل المدتی منصوبہ بندی ناگزیر ہے۔ انہوں نے مزید کہا کہ حکومتی سطح پر شفافیت اور احتساب کے نظام کو مضبوط بنایا جائے تاکہ عوام کا اعتماد بحال ہو سکے۔ اجلاس کے دوران یہ بھی طے پایا کہ آئندہ ماہ ایک جامع رپورٹ مرتب کی جائے گی جس میں تمام تجاویز شامل ہوں گی۔ شرکاء نے اس امر پر زور دیا کہ تعلیم اور صحت کے شعبوں میں فوری سرمایہ کاری کی ضرورت ہے۔ [868,1475,981,1582]
article-title [868,1110,954,1127]
body-paragraph: اس موقع پر گفتگو کرتے ہوئے انہوں نے کہا کہ ادارہ جاتی اصلاحات کے بغیر کوئی بھی پالیسی مؤثر ثابت نہیں ہو سکتی۔ انہوں نے نوجوانوں کے لیے روزگار کے مواقع پیدا کرنے پر بھی زور دیا۔ [381,63,494,104]
article-number: 20 [711,436,738,453]
article-block [138,186,251,321]
continuation-label: بقیہ [202,190,218,201]
article-end-marker: ۔۔۔۔۔۔۔۔۔۔۔۔۔۔۔ [503,706,560,715]
article-headbar [625,41,738,60]
body-paragraph: ہے۔ اس کے بعد اس بات کا جائزہ لیا گیا کہ حکومت کی جانب سے اعلان کردہ اقدامات کس حد تک عوامی مفاد میں ہیں اور ان کے نفاذ کا طریقہ کار کیا ہوگا۔ ماہرین کے مطابق موجودہ صورتحال میں اصلاحات کا عمل سست روی کا شکار ہے۔ [16,202,129,260]
article-headbar [260,435,373,454]
article-body [260,457,373,570]
col-2 [742,41,864,1641]
article-title [16,42,102,59]
body-paragraph: اس موقع پر گفتگو کرتے ہوئے انہوں نے کہا کہ ادارہ جاتی اصلاحات کے بغیر کوئی بھی پالیسی مؤثر ثابت نہیں ہو سکتی۔ انہوں نے نوجوانوں کے لیے روزگار کے مواقع پیدا کرنے پر بھی زور دیا۔ [746,372,860,414]
